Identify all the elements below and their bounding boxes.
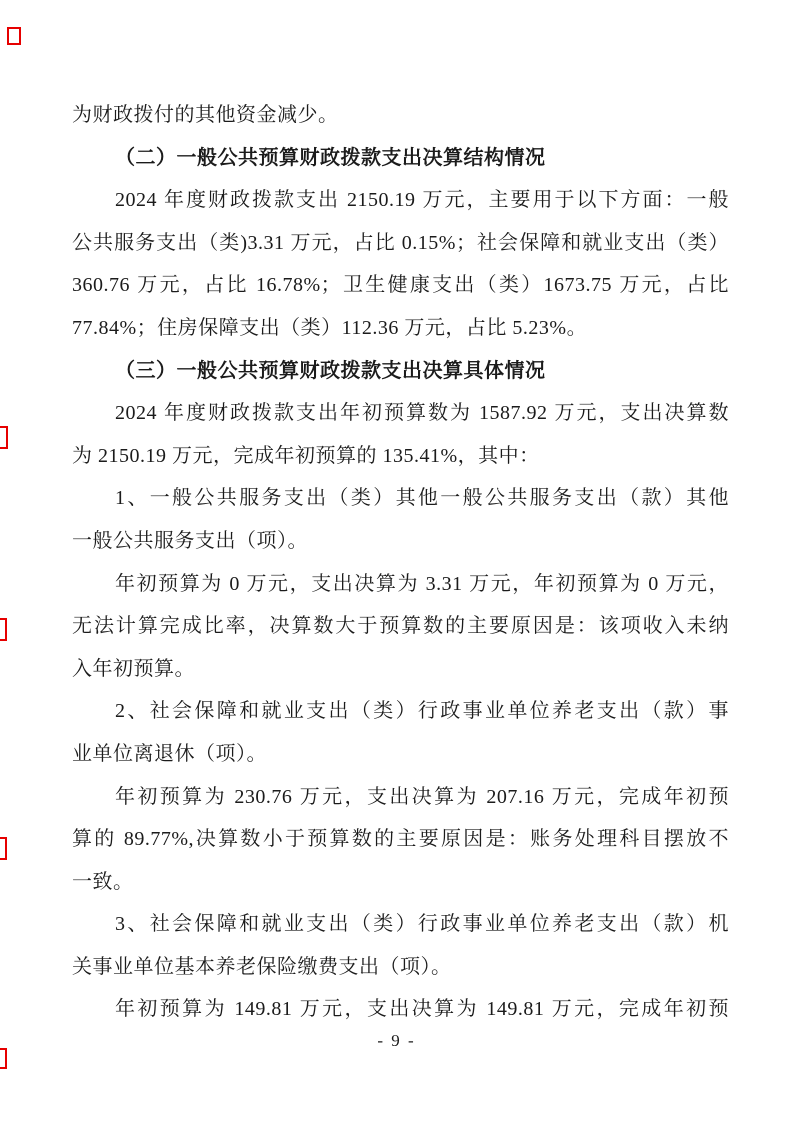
section-heading: （二）一般公共预算财政拨款支出决算结构情况 — [115, 146, 546, 169]
text-line: 公共服务支出（类)3.31 万元，占比 0.15%；社会保障和就业支出（类） — [72, 231, 729, 254]
text-line: 年初预算为 0 万元，支出决算为 3.31 万元，年初预算为 0 万元， — [115, 572, 729, 595]
text-line: 一致。 — [72, 870, 134, 893]
text-line: 关事业单位基本养老保险缴费支出（项）。 — [72, 955, 452, 978]
text-line: 业单位离退休（项）。 — [72, 742, 267, 765]
page-number: - 9 - — [377, 1031, 416, 1050]
red-edge-mark — [0, 426, 8, 449]
text-line: 为财政拨付的其他资金减少。 — [72, 104, 339, 126]
red-edge-mark — [0, 1048, 7, 1069]
text-line: 为 2150.19 万元，完成年初预算的 135.41%，其中： — [72, 444, 540, 467]
text-line: 2024 年度财政拨款支出 2150.19 万元，主要用于以下方面：一般 — [115, 189, 729, 212]
text-line: 年初预算为 149.81 万元，支出决算为 149.81 万元，完成年初预 — [115, 998, 729, 1021]
text-line: 3、社会保障和就业支出（类）行政事业单位养老支出（款）机 — [115, 913, 729, 936]
text-line: 一般公共服务支出（项）。 — [72, 529, 308, 552]
red-edge-mark — [0, 837, 7, 860]
text-line: 77.84%；住房保障支出（类）112.36 万元，占比 5.23%。 — [72, 316, 588, 339]
text-line: 2、社会保障和就业支出（类）行政事业单位养老支出（款）事 — [115, 700, 729, 723]
text-line: 入年初预算。 — [72, 657, 195, 680]
red-edge-mark — [7, 27, 21, 45]
document-text-block — [72, 94, 729, 1031]
text-line: 算的 89.77%,决算数小于预算数的主要原因是：账务处理科目摆放不 — [72, 828, 729, 851]
red-edge-mark — [0, 618, 7, 641]
text-line: 年初预算为 230.76 万元，支出决算为 207.16 万元，完成年初预 — [115, 785, 729, 808]
text-line: 无法计算完成比率，决算数大于预算数的主要原因是：该项收入未纳 — [72, 615, 729, 638]
text-line: 360.76 万元，占比 16.78%；卫生健康支出（类）1673.75 万元，占比 — [72, 274, 729, 297]
section-heading: （三）一般公共预算财政拨款支出决算具体情况 — [115, 359, 546, 382]
text-line: 2024 年度财政拨款支出年初预算数为 1587.92 万元，支出决算数 — [115, 402, 729, 425]
text-line: 1、一般公共服务支出（类）其他一般公共服务支出（款）其他 — [115, 487, 729, 510]
